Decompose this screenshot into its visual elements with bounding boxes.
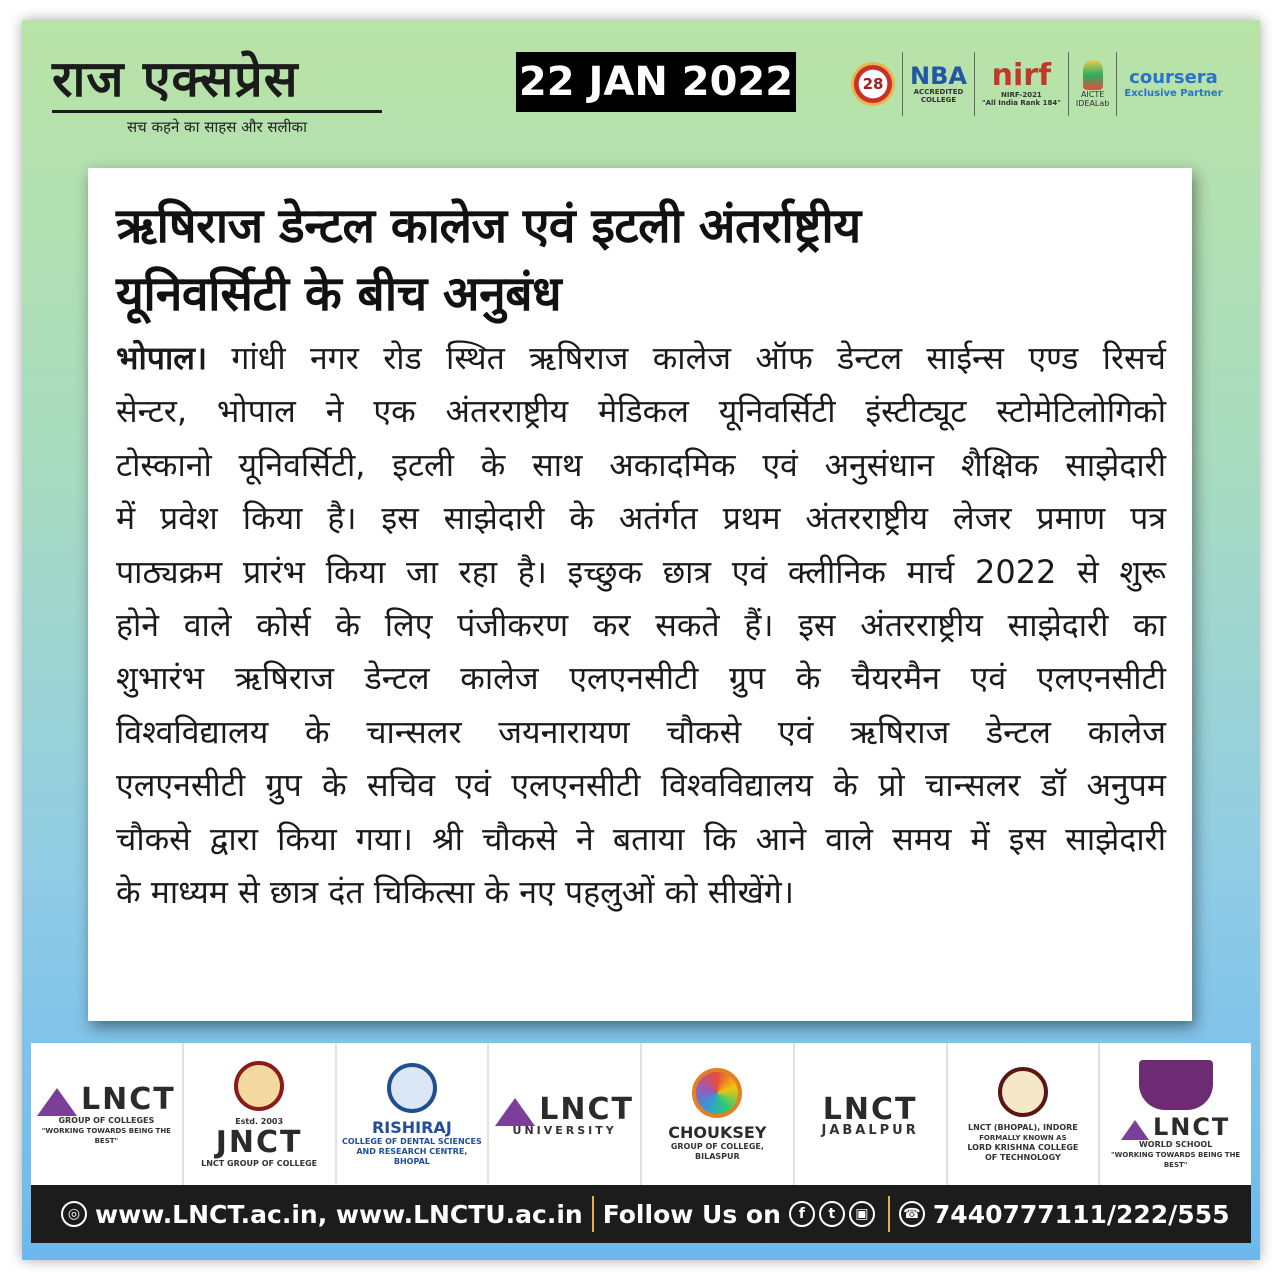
indore-seal-icon bbox=[998, 1067, 1048, 1117]
article-line: होने वाले कोर्स के लिए पंजीकरण कर सकते हैं। इस अंतरराष्ट्रीय साझेदारी का bbox=[116, 606, 1166, 645]
bulb-icon bbox=[1083, 60, 1103, 90]
logo-lnct-indore[interactable]: LNCT (BHOPAL), INDORE FORMALLY KNOWN AS LORD KRISHNA COLLEGE OF TECHNOLOGY bbox=[948, 1043, 1101, 1186]
article-line: में प्रवेश किया है। इस साझेदारी के अतंर्गत प्रथम अंतरराष्ट्रीय लेजर प्रमाण पत्र bbox=[116, 499, 1166, 538]
article-line: टोस्कानो यूनिवर्सिटी, इटली के साथ अकादमिक एवं अनुसंधान शैक्षिक साझेदारी bbox=[116, 445, 1166, 484]
logo-lnct-university[interactable]: LNCT UNIVERSITY bbox=[489, 1043, 642, 1186]
institution-logos-strip bbox=[31, 1043, 1251, 1186]
article-line: सेन्टर, भोपाल ने एक अंतरराष्ट्रीय मेडिकल यूनिवर्सिटी इंस्टीट्यूट स्टोमेटिलोगिको bbox=[116, 392, 1166, 431]
article-line: शुभारंभ ऋषिराज डेन्टल कालेज एलएनसीटी ग्रुप के चैयरमैन एवं एलएनसीटी bbox=[116, 659, 1166, 698]
divider bbox=[592, 1196, 594, 1232]
logo-rishiraj[interactable]: RISHIRAJ COLLEGE OF DENTAL SCIENCES AND RESEARCH CENTRE, BHOPAL bbox=[337, 1043, 490, 1186]
anniversary-badge bbox=[844, 52, 902, 116]
date-label: 22 JAN 2022 bbox=[516, 52, 796, 112]
contact-footer bbox=[31, 1185, 1251, 1243]
logo-jnct[interactable]: Estd. 2003 JNCT LNCT GROUP OF COLLEGE bbox=[184, 1043, 337, 1186]
logo-lnct-jabalpur[interactable]: LNCT JABALPUR bbox=[795, 1043, 948, 1186]
article-line: चौकसे द्वारा किया गया। श्री चौकसे ने बताया कि आने वाले समय में इस साझेदारी bbox=[116, 819, 1166, 858]
article-line: भोपाल। गांधी नगर रोड स्थित ऋषिराज कालेज ऑफ डेन्टल साईन्स एण्ड रिसर्च bbox=[116, 339, 1166, 377]
article-line: एलएनसीटी ग्रुप के सचिव एवं एलएनसीटी विश्वविद्यालय के प्रो चान्सलर डॉ अनुपम bbox=[116, 766, 1166, 805]
article-headline: ऋषिराज डेन्टल कालेज एवं इटली अंतर्राष्ट्रीय यूनिवर्सिटी के बीच अनुबंध bbox=[116, 198, 861, 322]
nirf-badge: nirf NIRF-2021 "All India Rank 184" bbox=[974, 52, 1068, 116]
divider bbox=[888, 1196, 890, 1232]
rishiraj-seal-icon bbox=[387, 1063, 437, 1113]
article-line: के माध्यम से छात्र दंत चिकित्सा के नए पहलुओं को सीखेंगे। bbox=[116, 873, 794, 912]
lnct-triangle-icon bbox=[495, 1098, 535, 1126]
newspaper-tagline: सच कहने का साहस और सलीका bbox=[127, 118, 307, 136]
logo-lnct-world-school[interactable]: LNCT WORLD SCHOOL "WORKING TOWARDS BEING THE BEST" bbox=[1100, 1043, 1251, 1186]
globe-icon: ◎ bbox=[61, 1201, 87, 1227]
instagram-icon[interactable]: ▣ bbox=[849, 1201, 875, 1227]
poster-frame bbox=[22, 20, 1260, 1260]
article-line: पाठ्यक्रम प्रारंभ किया जा रहा है। इच्छुक छात्र एवं क्लीनिक मार्च 2022 से शुरू bbox=[116, 552, 1166, 591]
lnct-triangle-icon bbox=[1121, 1120, 1149, 1140]
facebook-icon[interactable]: f bbox=[789, 1201, 815, 1227]
twitter-icon[interactable]: t bbox=[819, 1201, 845, 1227]
logo-lnct-group[interactable]: LNCT GROUP OF COLLEGES "WORKING TOWARDS BEING THE BEST" bbox=[31, 1043, 184, 1186]
nirf-logo: nirf bbox=[991, 57, 1052, 93]
follow-us-label: Follow Us on bbox=[602, 1199, 781, 1229]
idealab-badge: AICTE IDEALab bbox=[1068, 52, 1116, 116]
coursera-logo: coursera bbox=[1129, 67, 1218, 88]
world-school-crest-icon bbox=[1139, 1060, 1213, 1110]
article-line: विश्वविद्यालय के चान्सलर जयनारायण चौकसे एवं ऋषिराज डेन्टल कालेज bbox=[116, 712, 1166, 751]
article-dateline: भोपाल। bbox=[116, 339, 208, 377]
newspaper-masthead bbox=[52, 50, 382, 137]
accreditation-badges bbox=[844, 46, 1230, 121]
logo-chouksey[interactable]: CHOUKSEY GROUP OF COLLEGE, BILASPUR bbox=[642, 1043, 795, 1186]
phone-icon: ☎ bbox=[899, 1201, 925, 1227]
phone-number[interactable]: 7440777111/222/555 bbox=[932, 1199, 1230, 1229]
newspaper-name: राज एक्सप्रेस bbox=[52, 50, 382, 113]
nba-badge: NBA ACCREDITED COLLEGE bbox=[902, 52, 974, 116]
jnct-seal-icon bbox=[234, 1061, 284, 1111]
chouksey-seal-icon bbox=[692, 1068, 742, 1118]
anniversary-seal-icon: 28 bbox=[851, 62, 895, 106]
nba-logo: NBA bbox=[910, 61, 967, 90]
website-links[interactable]: www.LNCT.ac.in, www.LNCTU.ac.in bbox=[95, 1199, 583, 1229]
coursera-badge: coursera Exclusive Partner bbox=[1116, 52, 1229, 116]
lnct-triangle-icon bbox=[37, 1088, 77, 1116]
article-body bbox=[116, 332, 1166, 919]
news-clipping bbox=[88, 168, 1192, 1021]
